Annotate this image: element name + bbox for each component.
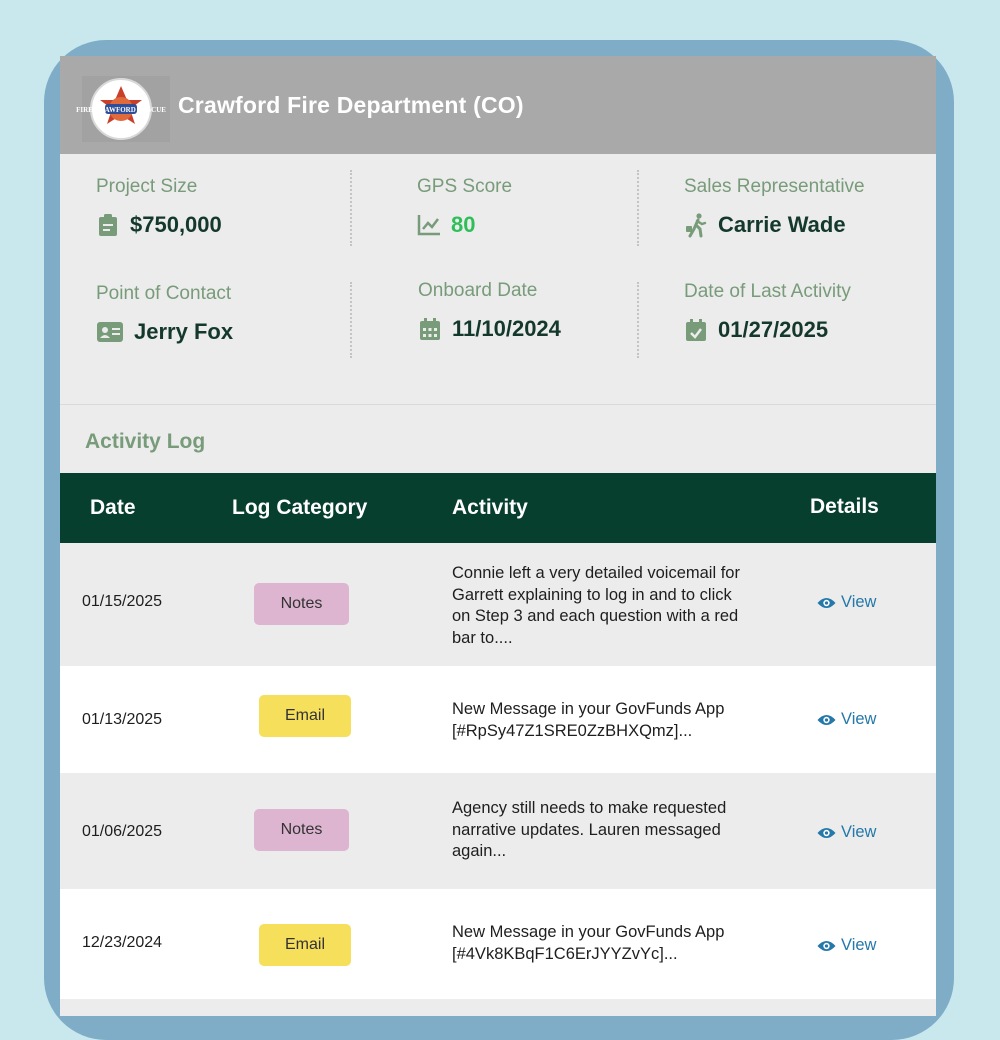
table-row xyxy=(60,666,936,773)
row-activity: Connie left a very detailed voicemail for Garrett explaining to log in and to click on Step 3 and each question with a red bar to.... xyxy=(452,564,740,647)
view-link-label: View xyxy=(841,710,877,728)
sales-rep-label: Sales Representative xyxy=(684,176,865,197)
section-divider xyxy=(60,404,936,405)
row-date: 01/06/2025 xyxy=(82,823,163,840)
view-details-link[interactable] xyxy=(817,710,876,729)
category-badge: Notes xyxy=(254,583,349,625)
screen xyxy=(60,56,936,1016)
row-activity: New Message in your GovFunds App [#RpSy47Z1SRE0ZzBHXQmz]... xyxy=(452,700,725,740)
table-row xyxy=(60,889,936,999)
sales-rep-value: Carrie Wade xyxy=(718,212,846,237)
table-row xyxy=(60,773,936,889)
divider xyxy=(350,282,352,358)
row-date: 01/15/2025 xyxy=(82,593,163,610)
view-link-label: View xyxy=(841,593,877,611)
table-row xyxy=(60,543,936,666)
clipboard-icon xyxy=(96,213,120,237)
logo-text: FIRE CRAWFORD RESCUE xyxy=(76,106,166,114)
page-title: Crawford Fire Department (CO) xyxy=(178,92,524,118)
project-size-field xyxy=(96,176,222,238)
gps-score-field xyxy=(417,176,512,238)
id-card-icon xyxy=(96,320,124,344)
eye-icon xyxy=(817,826,836,840)
view-details-link[interactable] xyxy=(817,823,876,842)
column-header-log-category: Log Category xyxy=(232,496,368,519)
view-link-label: View xyxy=(841,936,877,954)
column-header-activity: Activity xyxy=(452,496,528,519)
onboard-date-label: Onboard Date xyxy=(418,280,538,301)
divider xyxy=(350,170,352,246)
last-activity-value: 01/27/2025 xyxy=(718,317,829,342)
department-logo xyxy=(76,76,170,142)
last-activity-value-row xyxy=(684,317,851,343)
eye-icon xyxy=(817,713,836,727)
column-header-date: Date xyxy=(90,496,136,519)
calendar-check-icon xyxy=(684,318,708,342)
activity-log-title: Activity Log xyxy=(85,430,206,453)
view-details-link[interactable] xyxy=(817,593,876,612)
column-header-details: Details xyxy=(810,495,879,518)
onboard-date-value-row xyxy=(418,316,561,342)
divider xyxy=(637,282,639,358)
point-of-contact-value: Jerry Fox xyxy=(134,319,234,344)
last-activity-label: Date of Last Activity xyxy=(684,281,851,302)
point-of-contact-label: Point of Contact xyxy=(96,283,232,304)
row-activity: New Message in your GovFunds App [#4Vk8KBqF1C6ErJYYZvYc]... xyxy=(452,923,725,963)
project-size-label: Project Size xyxy=(96,176,198,197)
row-date: 12/23/2024 xyxy=(82,934,163,951)
gps-score-value-row xyxy=(417,212,512,238)
category-badge: Notes xyxy=(254,809,349,851)
chart-line-icon xyxy=(417,213,441,237)
calendar-icon xyxy=(418,317,442,341)
table-row-partial xyxy=(60,999,936,1016)
view-link-label: View xyxy=(841,823,877,841)
category-badge: Email xyxy=(259,924,351,966)
project-size-value: $750,000 xyxy=(130,212,222,237)
project-size-value-row xyxy=(96,212,222,238)
sales-rep-field xyxy=(684,176,865,238)
onboard-date-value: 11/10/2024 xyxy=(452,316,561,341)
sales-rep-value-row xyxy=(684,212,865,238)
fire-rescue-emblem-icon xyxy=(76,80,166,138)
onboard-date-field xyxy=(418,280,561,342)
walking-person-icon xyxy=(684,213,708,237)
category-badge: Email xyxy=(259,695,351,737)
eye-icon xyxy=(817,596,836,610)
header-bar xyxy=(60,56,936,154)
logo-badge xyxy=(76,78,166,140)
activity-table-header xyxy=(60,473,936,543)
last-activity-field xyxy=(684,281,851,343)
point-of-contact-field xyxy=(96,283,233,345)
point-of-contact-value-row xyxy=(96,319,233,345)
row-date: 01/13/2025 xyxy=(82,711,163,728)
gps-score-label: GPS Score xyxy=(417,176,513,197)
view-details-link[interactable] xyxy=(817,936,876,955)
project-info-panel xyxy=(60,154,936,404)
gps-score-value: 80 xyxy=(451,212,476,237)
row-activity: Agency still needs to make requested narrative updates. Lauren messaged again... xyxy=(452,799,727,860)
divider xyxy=(637,170,639,246)
eye-icon xyxy=(817,939,836,953)
